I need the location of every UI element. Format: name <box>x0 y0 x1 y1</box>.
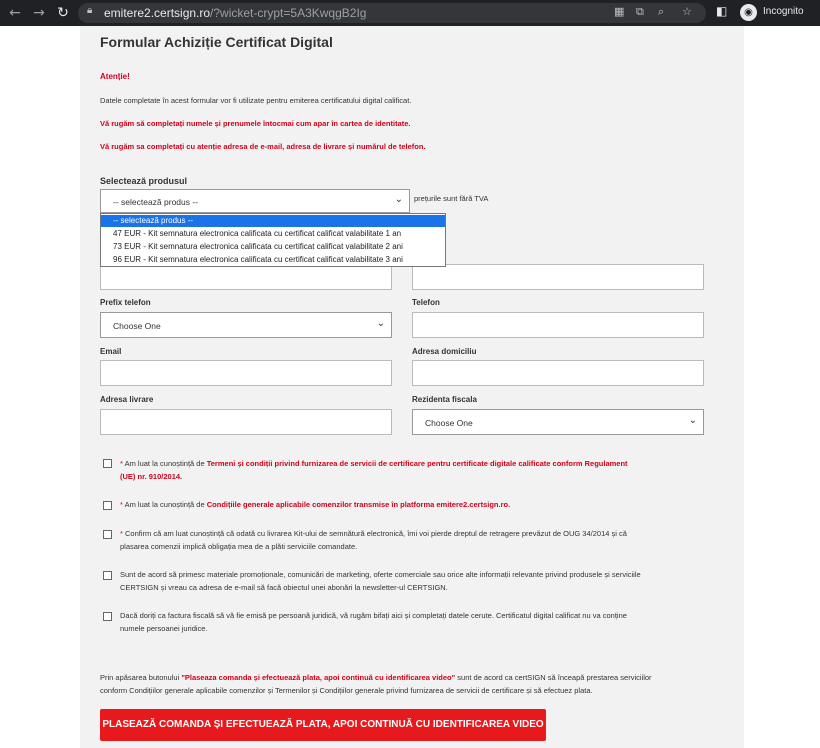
usage-note: Datele completate în acest formular vor fi utilizate pentru emiterea certificatului digital calificat. <box>100 96 412 105</box>
terms-link-cont[interactable]: (UE) nr. 910/2014. <box>120 472 183 481</box>
general-conditions-link[interactable]: Condițiile generale aplicabile comenzilor transmise în platforma emitere2.certsign.ro. <box>206 500 511 509</box>
forward-icon[interactable]: → <box>33 5 45 21</box>
product-option[interactable]: -- selectează produs -- <box>101 215 445 227</box>
product-dropdown-list[interactable] <box>100 213 446 267</box>
url-text <box>104 6 366 20</box>
zoom-icon[interactable]: ⌕ <box>658 5 665 18</box>
general-conditions-prefix: Am luat la cunoștință de <box>122 500 207 509</box>
terms-link[interactable]: Termeni și condiții privind furnizarea de servicii de certificare pentru certificate digitale calificate conform Regulament <box>206 459 628 468</box>
warning-title: Atenție! <box>100 72 130 81</box>
back-icon[interactable]: ← <box>9 5 21 21</box>
bookmark-star-icon[interactable]: ☆ <box>682 5 692 18</box>
url-path: /?wicket-crypt=5A3KwqgB2Ig <box>210 6 367 20</box>
phone-input[interactable] <box>412 312 704 338</box>
legal-entity-invoice-checkbox[interactable] <box>103 612 112 621</box>
legal-entity-line1: Dacă doriți ca factura fiscală să vă fie emisă pe persoană juridică, vă rugăm bifați aici și completați datele cerute. Certificatul digital calificat nu va conține <box>120 611 627 620</box>
withdrawal-line2: plasarea comenzii implică obligația mea de a plăti serviciile comandate. <box>120 542 358 551</box>
general-conditions-checkbox[interactable] <box>103 501 112 510</box>
vat-note: prețurile sunt fără TVA <box>414 194 489 203</box>
home-address-label: Adresa domiciliu <box>412 347 477 356</box>
legal-entity-invoice-text <box>120 609 627 635</box>
chevron-down-icon: ⌄ <box>688 415 697 426</box>
incognito-label[interactable]: Incognito <box>763 6 804 17</box>
required-marker: * <box>120 459 123 468</box>
place-order-button[interactable]: PLASEAZĂ COMANDA ȘI EFECTUEAZĂ PLATA, APOI CONTINUĂ CU IDENTIFICAREA VIDEO <box>100 709 546 741</box>
phone-prefix-value: Choose One <box>113 321 161 331</box>
product-option[interactable]: 96 EUR - Kit semnatura electronica calificata cu certificat calificat valabilitate 3 ani <box>113 255 403 264</box>
first-name-input[interactable] <box>412 264 704 290</box>
url-host: emitere2.certsign.ro <box>104 6 211 20</box>
email-label: Email <box>100 347 122 356</box>
marketing-consent-text <box>120 568 641 594</box>
terms-checkbox[interactable] <box>103 459 112 468</box>
last-name-input[interactable] <box>100 264 392 290</box>
address-bar[interactable] <box>78 3 706 23</box>
terms-consent-text <box>120 457 628 483</box>
withdrawal-checkbox[interactable] <box>103 530 112 539</box>
product-select[interactable] <box>100 189 410 213</box>
side-panel-icon[interactable]: ◧ <box>716 4 728 18</box>
lock-icon[interactable]: 🔒︎ <box>87 5 93 16</box>
phone-prefix-label: Prefix telefon <box>100 298 151 307</box>
marketing-line1: Sunt de acord să primesc materiale promoționale, comunicări de marketing, oferte comerciale sau orice alte informații relevante privind produsele și serviciile <box>120 570 641 579</box>
warning-contact: Vă rugăm sa completați cu atenție adresa de e-mail, adresa de livrare și numărul de telefon. <box>100 142 426 151</box>
marketing-line2: CERTSIGN și vreau ca adresa de e-mail să facă obiectul unei abonări la newsletter-ul CERTSIGN. <box>120 583 448 592</box>
delivery-address-label: Adresa livrare <box>100 395 154 404</box>
delivery-address-input[interactable] <box>100 409 392 435</box>
form-container <box>80 26 744 748</box>
product-option[interactable]: 47 EUR - Kit semnatura electronica calificata cu certificat calificat valabilitate 1 an <box>113 229 402 238</box>
marketing-checkbox[interactable] <box>103 571 112 580</box>
required-marker: * <box>120 529 123 538</box>
agreement-prefix: Prin apăsarea butonului <box>100 673 182 682</box>
browser-toolbar <box>0 0 820 26</box>
qr-code-icon[interactable]: ▦ <box>614 5 625 18</box>
home-address-input[interactable] <box>412 360 704 386</box>
withdrawal-line1: Confirm că am luat cunoștință că odată cu livrarea Kit-ului de semnătură electronică, îmi voi pierde dreptul de retragere prevăzut de OUG 34/2014 și că <box>122 529 627 538</box>
order-agreement-line2: conform Condițiilor generale aplicabile comenzilor și Termenilor și Condițiilor generale privind furnizarea de servicii de certificare și să efectuez plata. <box>100 686 593 695</box>
legal-entity-line2: numele persoanei juridice. <box>120 624 208 633</box>
page-title: Formular Achiziție Certificat Digital <box>100 34 333 50</box>
translate-icon[interactable]: ⧉ <box>636 5 644 18</box>
tax-residence-select[interactable] <box>412 409 704 435</box>
phone-label: Telefon <box>412 298 440 307</box>
incognito-icon[interactable]: ◉ <box>740 4 757 21</box>
agreement-suffix: sunt de acord ca certSIGN să înceapă prestarea serviciilor <box>455 673 652 682</box>
product-option[interactable]: 73 EUR - Kit semnatura electronica calificata cu certificat calificat valabilitate 2 ani <box>113 242 403 251</box>
phone-prefix-select[interactable] <box>100 312 392 338</box>
required-marker: * <box>120 500 123 509</box>
tax-residence-label: Rezidenta fiscala <box>412 395 477 404</box>
chevron-down-icon: ⌄ <box>376 318 385 329</box>
order-agreement-line1 <box>100 673 652 682</box>
email-input[interactable] <box>100 360 392 386</box>
withdrawal-consent-text <box>120 527 627 553</box>
product-select-value: -- selectează produs -- <box>113 197 199 207</box>
agreement-button-ref: "Plaseaza comanda și efectuează plata, apoi continuă cu identificarea video" <box>181 673 456 682</box>
terms-prefix: Am luat la cunoștință de <box>122 459 207 468</box>
general-conditions-text <box>120 498 510 511</box>
chevron-down-icon: ⌄ <box>394 194 403 205</box>
warning-name: Vă rugăm să completați numele și prenumele întocmai cum apar în cartea de identitate. <box>100 119 411 128</box>
reload-icon[interactable]: ↻ <box>57 5 69 21</box>
tax-residence-value: Choose One <box>425 418 473 428</box>
product-label: Selectează produsul <box>100 176 188 186</box>
